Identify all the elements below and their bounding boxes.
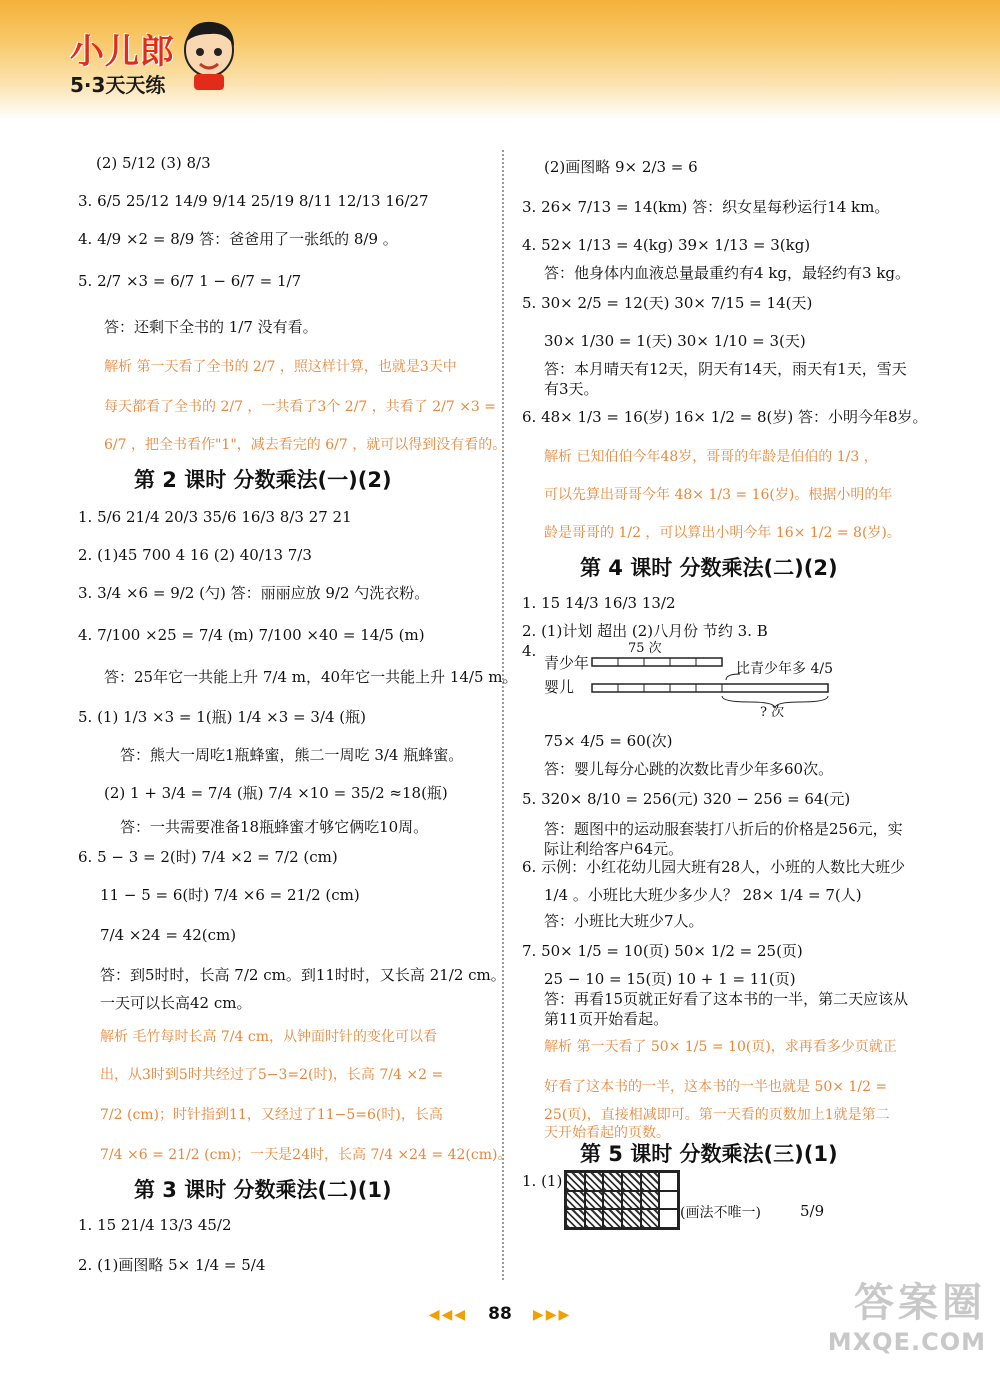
diagram-question: ? 次: [760, 705, 785, 720]
s4-line-2: 2. (1)计划 超出 (2)八月份 节约 3. B: [522, 622, 768, 640]
right-analysis-1-line-2: 可以先算出哥哥今年 48× 1/3 = 16(岁)。根据小明的年: [544, 487, 893, 503]
left-line-2: 3. 6/5 25/12 14/9 9/14 25/19 8/11 12/13 16/27: [78, 192, 429, 210]
next-arrows-icon: ▶▶▶: [532, 1307, 572, 1323]
s2-line-12: 7/4 ×24 = 42(cm): [100, 926, 237, 944]
section-4-title: 第 4 课时 分数乘法(二)(2): [580, 556, 838, 580]
s3-line-2: 2. (1)画图略 5× 1/4 = 5/4: [78, 1256, 266, 1274]
s2-line-5: 答：25年它一共能上升 7/4 m，40年它一共能上升 14/5 m。: [104, 668, 518, 686]
right-analysis-2-line-4: 天开始看起的页数。: [544, 1125, 670, 1141]
s4-line-14: 答：再看15页就正好看了这本书的一半，第二天应该从: [544, 990, 909, 1008]
prev-arrows-icon: ◀◀◀: [428, 1307, 468, 1323]
brand-logo: [70, 24, 175, 98]
left-analysis-2-line-4: 7/4 ×6 = 21/2 (cm)；一天是24时，长高 7/4 ×24 = 42(cm)。: [100, 1147, 512, 1163]
left-analysis-1-line-2: 每天都看了全书的 2/7 ，一共看了3个 2/7 ，共看了 2/7 ×3 =: [104, 399, 497, 415]
s2-line-2: 2. (1)45 700 4 16 (2) 40/13 7/3: [78, 546, 312, 564]
section-3-title: 第 3 课时 分数乘法(二)(1): [134, 1178, 392, 1202]
s4-line-8: 际让利给客户64元。: [544, 840, 684, 858]
s2-line-9: 答：一共需要准备18瓶蜂蜜才够它俩吃10周。: [120, 818, 429, 836]
s5-answer: 5/9: [800, 1202, 825, 1220]
s4-line-6: 5. 320× 8/10 = 256(元) 320 − 256 = 64(元): [522, 790, 851, 808]
s4-line-4: 75× 4/5 = 60(次): [544, 732, 673, 750]
left-line-3: 4. 4/9 ×2 = 8/9 答：爸爸用了一张纸的 8/9 。: [78, 230, 398, 248]
diagram-row2-label: 婴儿: [544, 678, 575, 696]
s2-line-11: 11 − 5 = 6(时) 7/4 ×6 = 21/2 (cm): [100, 886, 360, 904]
watermark-url: MXQE.COM: [827, 1328, 986, 1356]
right-line-7: 答：本月晴天有12天，阴天有14天，雨天有1天，雪天: [544, 360, 907, 378]
s4-line-11: 答：小班比大班少7人。: [544, 912, 704, 930]
s4-line-12: 7. 50× 1/5 = 10(页) 50× 1/2 = 25(页): [522, 942, 803, 960]
diagram-row1-label: 青少年: [544, 654, 590, 672]
segment-diagram: [590, 654, 840, 710]
brand-series: 5·3天天练: [70, 73, 166, 97]
right-line-8: 有3天。: [544, 380, 599, 398]
mascot-icon: [176, 16, 242, 92]
s2-line-10: 6. 5 − 3 = 2(时) 7/4 ×2 = 7/2 (cm): [78, 848, 338, 866]
s2-line-1: 1. 5/6 21/4 20/3 35/6 16/3 8/3 27 21: [78, 508, 352, 526]
s2-line-7: 答：熊大一周吃1瓶蜂蜜，熊二一周吃 3/4 瓶蜂蜜。: [120, 746, 464, 764]
s2-line-8: (2) 1 + 3/4 = 7/4 (瓶) 7/4 ×10 = 35/2 ≈18(瓶): [104, 784, 448, 802]
fraction-grid: [564, 1170, 680, 1230]
right-line-9: 6. 48× 1/3 = 16(岁) 16× 1/2 = 8(岁) 答：小明今年8岁。: [522, 408, 928, 426]
s4-line-3: 4.: [522, 642, 537, 660]
section-2-title: 第 2 课时 分数乘法(一)(2): [134, 468, 392, 492]
s4-line-13: 25 − 10 = 15(页) 10 + 1 = 11(页): [544, 970, 796, 988]
left-analysis-2-line-1: 解析 毛竹每时长高 7/4 cm，从钟面时针的变化可以看: [100, 1029, 437, 1045]
column-divider: [502, 150, 504, 1280]
left-line-1: (2) 5/12 (3) 8/3: [96, 154, 211, 172]
left-analysis-2-line-3: 7/2 (cm)；时针指到11，又经过了11−5=6(时)，长高: [100, 1107, 443, 1123]
s5-note: (画法不唯一): [680, 1205, 761, 1221]
s4-line-5: 答：婴儿每分心跳的次数比青少年多60次。: [544, 760, 834, 778]
s2-line-3: 3. 3/4 ×6 = 9/2 (勺) 答：丽丽应放 9/2 勺洗衣粉。: [78, 584, 430, 602]
brand-name: 小儿郎: [70, 32, 175, 72]
s4-line-9: 6. 示例：小红花幼儿园大班有28人，小班的人数比大班少: [522, 858, 906, 876]
s4-line-10: 1/4 。小班比大班少多少人？ 28× 1/4 = 7(人): [544, 886, 862, 904]
s4-line-1: 1. 15 14/3 16/3 13/2: [522, 594, 676, 612]
right-analysis-2-line-3: 25(页)，直接相减即可。第一天看的页数加上1就是第二: [544, 1107, 890, 1123]
right-line-5: 5. 30× 2/5 = 12(天) 30× 7/15 = 14(天): [522, 294, 813, 312]
s2-line-13: 答：到5时时，长高 7/2 cm。到11时时，又长高 21/2 cm。: [100, 966, 506, 984]
right-line-3: 4. 52× 1/13 = 4(kg) 39× 1/13 = 3(kg): [522, 236, 811, 254]
s2-line-14: 一天可以长高42 cm。: [100, 994, 252, 1012]
left-line-5: 答：还剩下全书的 1/7 没有看。: [104, 318, 318, 336]
left-analysis-1-line-1: 解析 第一天看了全书的 2/7 ，照这样计算，也就是3天中: [104, 359, 457, 375]
page-header: [0, 0, 1000, 120]
s2-line-4: 4. 7/100 ×25 = 7/4 (m) 7/100 ×40 = 14/5 (m): [78, 626, 425, 644]
s4-line-15: 第11页开始看起。: [544, 1010, 669, 1028]
right-line-1: (2)画图略 9× 2/3 = 6: [544, 158, 698, 176]
page-number: 88: [488, 1304, 512, 1324]
right-line-2: 3. 26× 7/13 = 14(km) 答：织女星每秒运行14 km。: [522, 198, 890, 216]
left-analysis-1-line-3: 6/7 ，把全书看作"1"，减去看完的 6/7 ，就可以得到没有看的。: [104, 437, 507, 453]
right-line-4: 答：他身体内血液总量最重约有4 kg，最轻约有3 kg。: [544, 264, 911, 282]
s3-line-1: 1. 15 21/4 13/3 45/2: [78, 1216, 232, 1234]
diagram-row1-count: 75 次: [628, 641, 662, 656]
left-analysis-2-line-2: 出，从3时到5时共经过了5−3=2(时)，长高 7/4 ×2 =: [100, 1067, 444, 1083]
left-line-4: 5. 2/7 ×3 = 6/7 1 − 6/7 = 1/7: [78, 272, 302, 290]
right-analysis-1-line-3: 龄是哥哥的 1/2 ，可以算出小明今年 16× 1/2 = 8(岁)。: [544, 525, 901, 541]
watermark: [828, 1271, 986, 1356]
right-analysis-2-line-2: 好看了这本书的一半，这本书的一半也就是 50× 1/2 =: [544, 1079, 888, 1095]
s5-item: 1. (1): [522, 1172, 563, 1190]
s2-line-6: 5. (1) 1/3 ×3 = 1(瓶) 1/4 ×3 = 3/4 (瓶): [78, 708, 366, 726]
right-analysis-1-line-1: 解析 已知伯伯今年48岁，哥哥的年龄是伯伯的 1/3 ，: [544, 449, 878, 465]
right-analysis-2-line-1: 解析 第一天看了 50× 1/5 = 10(页)，求再看多少页就正: [544, 1039, 897, 1055]
diagram-more-text: 比青少年多 4/5: [736, 661, 833, 677]
watermark-title: 答案圈: [854, 1280, 986, 1326]
section-5-title: 第 5 课时 分数乘法(三)(1): [580, 1142, 838, 1166]
right-line-6: 30× 1/30 = 1(天) 30× 1/10 = 3(天): [544, 332, 806, 350]
s4-line-7: 答：题图中的运动服套装打八折后的价格是256元，实: [544, 820, 903, 838]
